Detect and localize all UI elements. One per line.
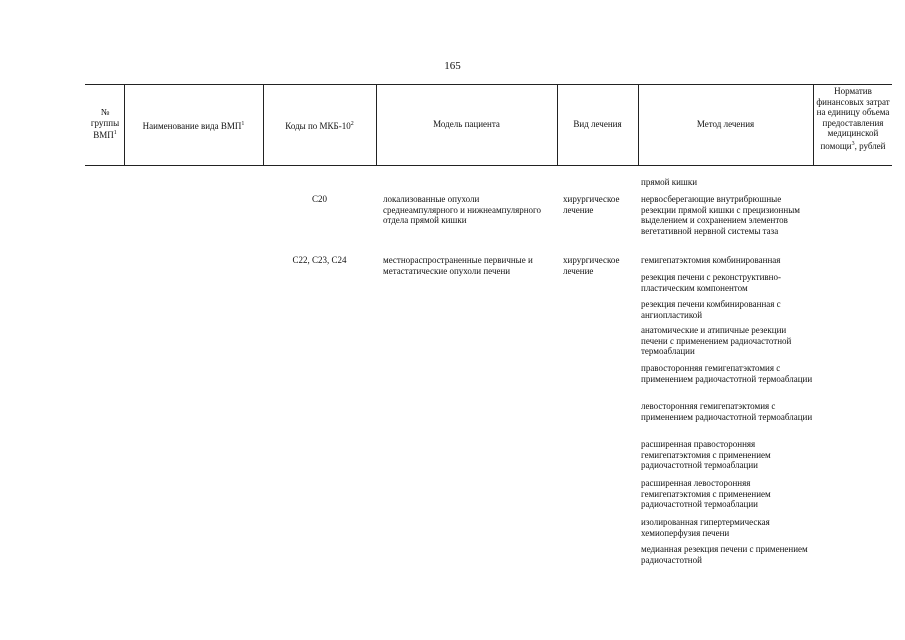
footnote-marker: 1 — [241, 121, 245, 127]
method-c22-7: расширенная правосторонняя гемигепатэктомия с применением радиочастотной термоаблации — [641, 439, 771, 470]
method-c22-2: резекция печени с реконструктивно-пластическим компонентом — [641, 272, 781, 293]
header-cost-norm-tail: , рублей — [854, 140, 886, 151]
header-icd-codes-text: Коды по МКБ-10 — [285, 121, 351, 131]
header-vmp-name-text: Наименование вида ВМП — [142, 121, 242, 131]
header-treatment-method: Метод лечения — [696, 119, 755, 129]
method-c22-3: резекция печени комбинированная с ангиопластикой — [641, 299, 781, 320]
method-c22-8: расширенная левосторонняя гемигепатэктомия с применением радиочастотной термоаблации — [641, 478, 771, 509]
method-c20: нервосберегающие внутрибрюшные резекции прямой кишки с прецизионным выделением и сохранением элементов вегетативной нервной системы таза — [641, 194, 800, 236]
header-treatment-type: Вид лечения — [573, 119, 622, 129]
icd-code-c22: C22, C23, C24 — [292, 255, 347, 265]
treatment-type-c20: хирургическое лечение — [563, 194, 620, 215]
table-header-bottom-rule — [85, 165, 892, 166]
icd-code-c20: C20 — [311, 194, 327, 204]
patient-model-c22: местнораспространенные первичные и метастатические опухоли печени — [383, 255, 533, 276]
patient-model-c20: локализованные опухоли среднеампулярного и нижнеампулярного отдела прямой кишки — [383, 194, 542, 225]
method-c22-1: гемигепатэктомия комбинированная — [641, 255, 781, 265]
header-vmp-name — [124, 119, 263, 132]
method-c22-6: левосторонняя гемигепатэктомия с применением радиочастотной термоаблации — [641, 401, 813, 422]
header-cost-norm — [813, 86, 893, 151]
header-patient-model: Модель пациента — [433, 119, 500, 129]
header-cost-norm-text: Норматив финансовых затрат на единицу объема предоставления медицинской помощи — [816, 86, 890, 151]
page-number: 165 — [444, 60, 461, 72]
footnote-marker: 3 — [851, 140, 855, 147]
method-c22-9: изолированная гипертермическая хемиоперфузия печени — [641, 517, 770, 538]
method-c22-4: анатомические и атипичные резекции печени с применением радиочастотной термоаблации — [641, 325, 792, 356]
header-icd-codes — [263, 119, 376, 132]
treatment-type-c22: хирургическое лечение — [563, 255, 620, 276]
table-header-top-rule — [85, 84, 892, 85]
footnote-marker: 2 — [350, 121, 354, 127]
method-c22-5: правосторонняя гемигепатэктомия с применением радиочастотной термоаблации — [641, 363, 813, 384]
carry-over-method: прямой кишки — [641, 177, 698, 187]
footnote-marker: 1 — [113, 130, 117, 136]
header-group-number-text: № группы ВМП — [90, 107, 120, 140]
header-group-number — [86, 107, 124, 141]
method-c22-10: медианная резекция печени с применением радиочастотной — [641, 544, 808, 565]
